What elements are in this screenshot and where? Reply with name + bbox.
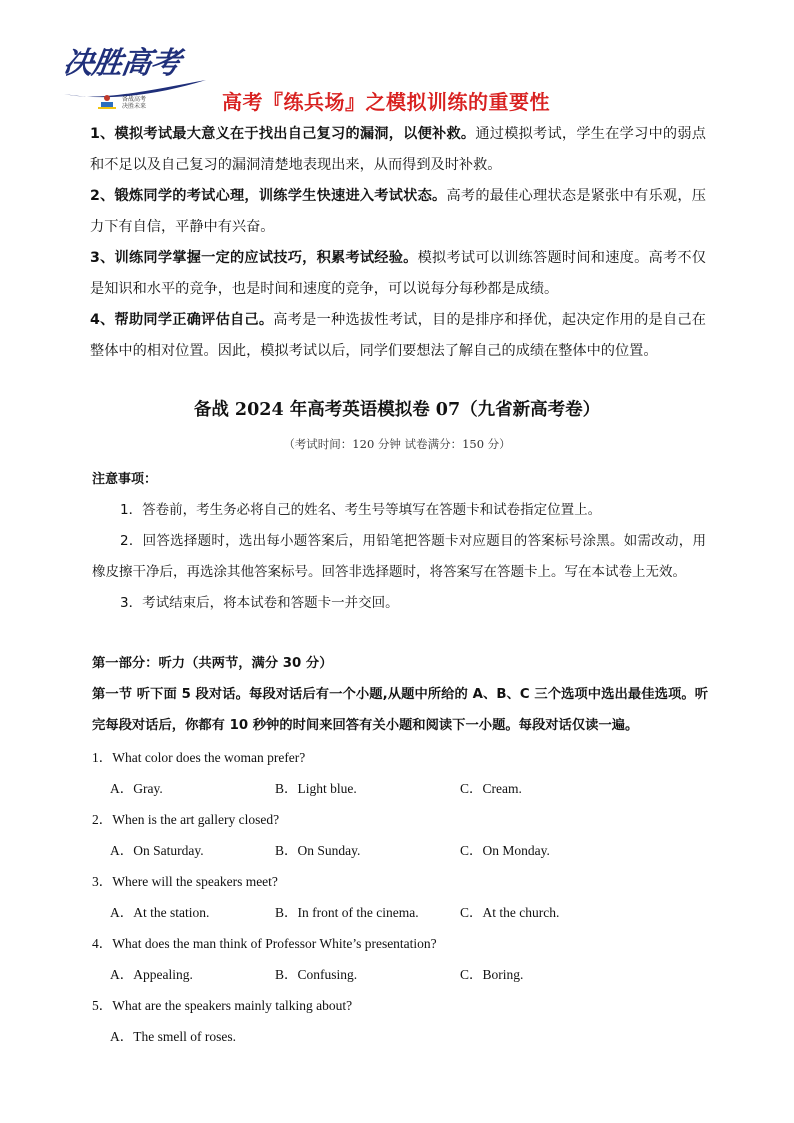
notes-item: 3．考试结束后，将本试卷和答题卡一并交回。 [120,595,399,611]
option-a: A．The smell of roses. [110,1029,236,1044]
intro-point-body: 通过模拟考试，学生在学习中的弱点和不足以及自己复习的漏洞清楚地表现出来，从而得到及时补救。 [90,126,706,173]
intro-point [90,305,706,367]
question-stem: 2．When is the art gallery closed? [92,812,280,827]
intro-section [90,119,706,367]
option-c: C．Boring. [460,967,524,982]
intro-point [90,119,706,181]
question-stem: 5．What are the speakers mainly talking about? [92,998,353,1013]
intro-point-lead: 2、锻炼同学的考试心理，训练学生快速进入考试状态。 [90,188,447,204]
option-c: C．Cream. [460,781,522,796]
intro-point-body: 高考的最佳心理状态是紧张中有乐观，压力下有自信，平静中有兴奋。 [90,188,706,235]
section-description: 第一节 听下面 5 段对话。每段对话后有一个小题,从题中所给的 A、B、C 三个选项中选出最佳选项。听完每段对话后，你都有 10 秒钟的时间来回答有关小题和阅读下一小题。每段对话仅读一遍。 [92,687,708,733]
option-a: A．At the station. [110,905,210,920]
option-b: B．Light blue. [275,781,357,796]
logo-sub-line2: 决胜未来 [122,103,147,110]
notes-section [92,464,706,619]
intro-point-body: 模拟考试可以训练答题时间和速度。高考不仅是知识和水平的竞争，也是时间和速度的竞争，可以说每分每秒都是成绩。 [90,250,706,297]
listening-section [92,648,708,741]
question-stem: 1．What color does the woman prefer? [92,750,306,765]
logo-text: 决胜高考 [61,46,182,81]
question-options [92,835,708,866]
question-options [92,1021,708,1052]
option-c: C．On Monday. [460,843,550,858]
section-part-heading: 第一部分：听力（共两节，满分 30 分） [92,656,333,671]
question-list [92,742,708,1052]
intro-point-lead: 4、帮助同学正确评估自己。 [90,312,274,328]
intro-point-lead: 1、模拟考试最大意义在于找出自己复习的漏洞，以便补救。 [90,126,476,142]
intro-point [90,181,706,243]
student-reading-icon [96,94,118,110]
option-b: B．Confusing. [275,967,358,982]
banner-title: 高考『练兵场』之模拟训练的重要性 [222,90,550,114]
option-c: C．At the church. [460,905,560,920]
question-options [92,897,708,928]
logo-sub-line1: 备战高考 [122,96,147,103]
question-options [92,959,708,990]
option-a: A．Appealing. [110,967,193,982]
notes-item: 1．答卷前，考生务必将自己的姓名、考生号等填写在答题卡和试卷指定位置上。 [120,502,602,518]
notes-heading: 注意事项： [92,472,158,487]
option-b: B．On Sunday. [275,843,361,858]
question-stem: 4．What does the man think of Professor White’s presentation? [92,936,437,951]
paper-title: 备战 2024 年高考英语模拟卷 07（九省新高考卷） [193,400,601,420]
intro-point [90,243,706,305]
intro-point-body: 高考是一种选拔性考试，目的是排序和择优，起决定作用的是自己在整体中的相对位置。因此，模拟考试以后，同学们要想法了解自己的成绩在整体中的位置。 [90,312,706,359]
option-a: A．Gray. [110,781,163,796]
logo-subtitle [122,96,146,110]
question-stem: 3．Where will the speakers meet? [92,874,278,889]
question-options [92,773,708,804]
notes-item: 2．回答选择题时，选出每小题答案后，用铅笔把答题卡对应题目的答案标号涂黑。如需改动，用橡皮擦干净后，再选涂其他答案标号。回答非选择题时，将答案写在答题卡上。写在本试卷上无效。 [92,533,706,580]
paper-subtitle: （考试时间：120 分钟 试卷满分：150 分） [283,437,511,451]
option-b: B．In front of the cinema. [275,905,419,920]
intro-point-lead: 3、训练同学掌握一定的应试技巧，积累考试经验。 [90,250,418,266]
option-a: A．On Saturday. [110,843,204,858]
logo [60,36,210,112]
